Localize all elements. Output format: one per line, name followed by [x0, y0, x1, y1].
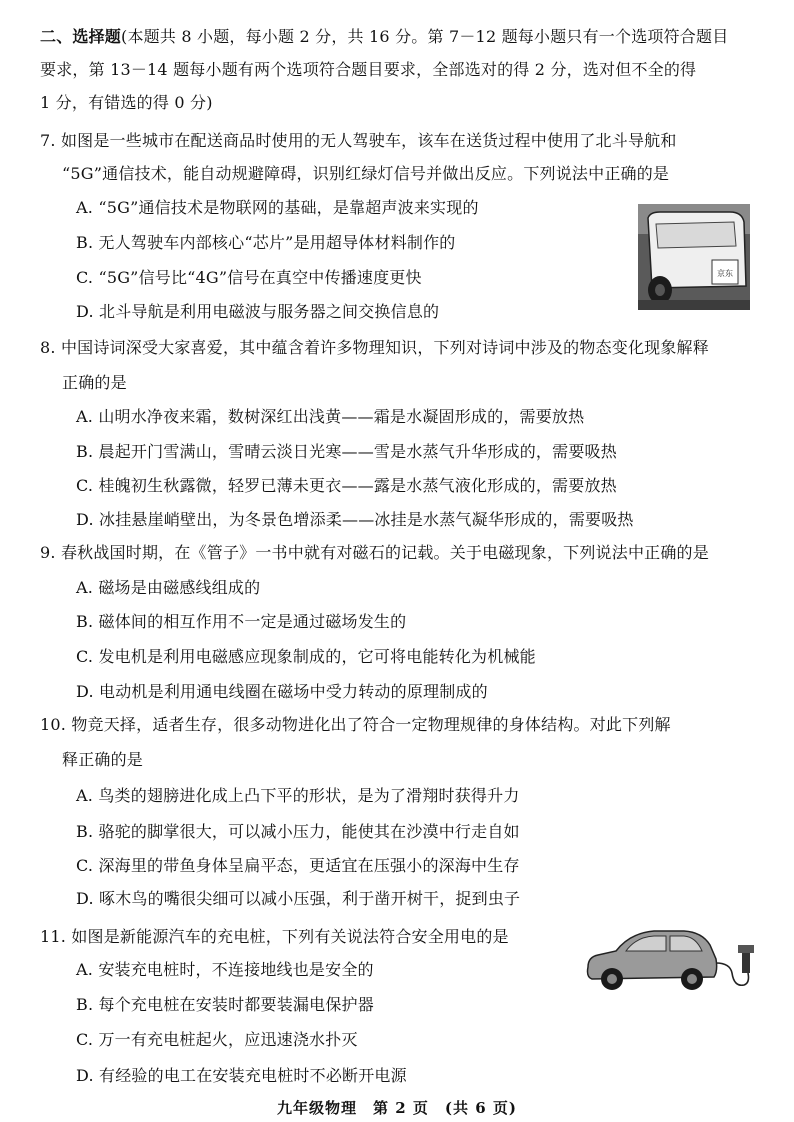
q7-option-b: B. 无人驾驶车内部核心“芯片”是用超导体材料制作的 — [76, 233, 456, 252]
q10-option-a: A. 鸟类的翅膀进化成上凸下平的形状，是为了滑翔时获得升力 — [76, 786, 520, 805]
q8-option-c: C. 桂魄初生秋露微，轻罗已薄未更衣——露是水蒸气液化形成的，需要放热 — [76, 476, 617, 495]
q9-option-c: C. 发电机是利用电磁感应现象制成的，它可将电能转化为机械能 — [76, 647, 536, 666]
ev-charging-photo — [582, 923, 754, 993]
section-intro-text-1: (本题共 8 小题，每小题 2 分，共 16 分。第 7－12 题每小题只有一个选项符合题目 — [121, 27, 729, 46]
q9-stem-line-1: 9. 春秋战国时期，在《管子》一书中就有对磁石的记载。关于电磁现象，下列说法中正确的是 — [40, 543, 709, 562]
vehicle-logo-text: 京东 — [717, 269, 733, 278]
q9-option-d: D. 电动机是利用通电线圈在磁场中受力转动的原理制成的 — [76, 682, 488, 701]
q11-option-d: D. 有经验的电工在安装充电桩时不必断开电源 — [76, 1066, 407, 1085]
q7-stem-line-2: “5G”通信技术，能自动规避障碍，识别红绿灯信号并做出反应。下列说法中正确的是 — [62, 164, 670, 183]
q11-option-b: B. 每个充电桩在安装时都要装漏电保护器 — [76, 995, 374, 1014]
q7-option-a: A. “5G”通信技术是物联网的基础，是靠超声波来实现的 — [76, 198, 479, 217]
q9-option-b: B. 磁体间的相互作用不一定是通过磁场发生的 — [76, 612, 407, 631]
q11-option-c: C. 万一有充电桩起火，应迅速浇水扑灭 — [76, 1030, 358, 1049]
q8-stem-line-1: 8. 中国诗词深受大家喜爱，其中蕴含着许多物理知识，下列对诗词中涉及的物态变化现象解释 — [40, 338, 709, 357]
q10-option-b: B. 骆驼的脚掌很大，可以减小压力，能使其在沙漠中行走自如 — [76, 822, 520, 841]
q10-option-d: D. 啄木鸟的嘴很尖细可以减小压强，利于凿开树干，捉到虫子 — [76, 889, 521, 908]
q8-stem-line-2: 正确的是 — [62, 373, 127, 392]
section-intro-line-2: 要求，第 13－14 题每小题有两个选项符合题目要求，全部选对的得 2 分，选对但不全的得 — [40, 60, 697, 79]
q11-option-a: A. 安装充电桩时，不连接地线也是安全的 — [76, 960, 374, 979]
section-intro-line-3: 1 分，有错选的得 0 分) — [40, 93, 213, 112]
delivery-vehicle-photo — [638, 204, 750, 310]
section-intro-line-1 — [40, 27, 728, 47]
q9-option-a: A. 磁场是由磁感线组成的 — [76, 578, 261, 597]
q8-option-a: A. 山明水净夜来霜，数树深红出浅黄——霜是水凝固形成的，需要放热 — [76, 407, 585, 426]
q7-option-c: C. “5G”信号比“4G”信号在真空中传播速度更快 — [76, 268, 422, 287]
q10-option-c: C. 深海里的带鱼身体呈扁平态，更适宜在压强小的深海中生存 — [76, 856, 520, 875]
q7-stem-line-1: 7. 如图是一些城市在配送商品时使用的无人驾驶车，该车在送货过程中使用了北斗导航和 — [40, 131, 677, 150]
q10-stem-line-2: 释正确的是 — [62, 750, 144, 769]
q8-option-b: B. 晨起开门雪满山，雪晴云淡日光寒——雪是水蒸气升华形成的，需要吸热 — [76, 442, 617, 461]
q11-stem-line-1: 11. 如图是新能源汽车的充电桩，下列有关说法符合安全用电的是 — [40, 927, 509, 946]
q8-option-d: D. 冰挂悬崖峭壁出，为冬景色增添柔——冰挂是水蒸气凝华形成的，需要吸热 — [76, 510, 634, 529]
electric-car-illustration — [582, 923, 754, 993]
page-footer: 九年级物理 第 2 页 (共 6 页) — [277, 1099, 517, 1117]
q10-stem-line-1: 10. 物竞天择，适者生存，很多动物进化出了符合一定物理规律的身体结构。对此下列解 — [40, 715, 671, 734]
q7-option-d: D. 北斗导航是利用电磁波与服务器之间交换信息的 — [76, 302, 440, 321]
section-heading: 二、选择题 — [40, 27, 122, 46]
delivery-vehicle-illustration — [638, 204, 750, 310]
